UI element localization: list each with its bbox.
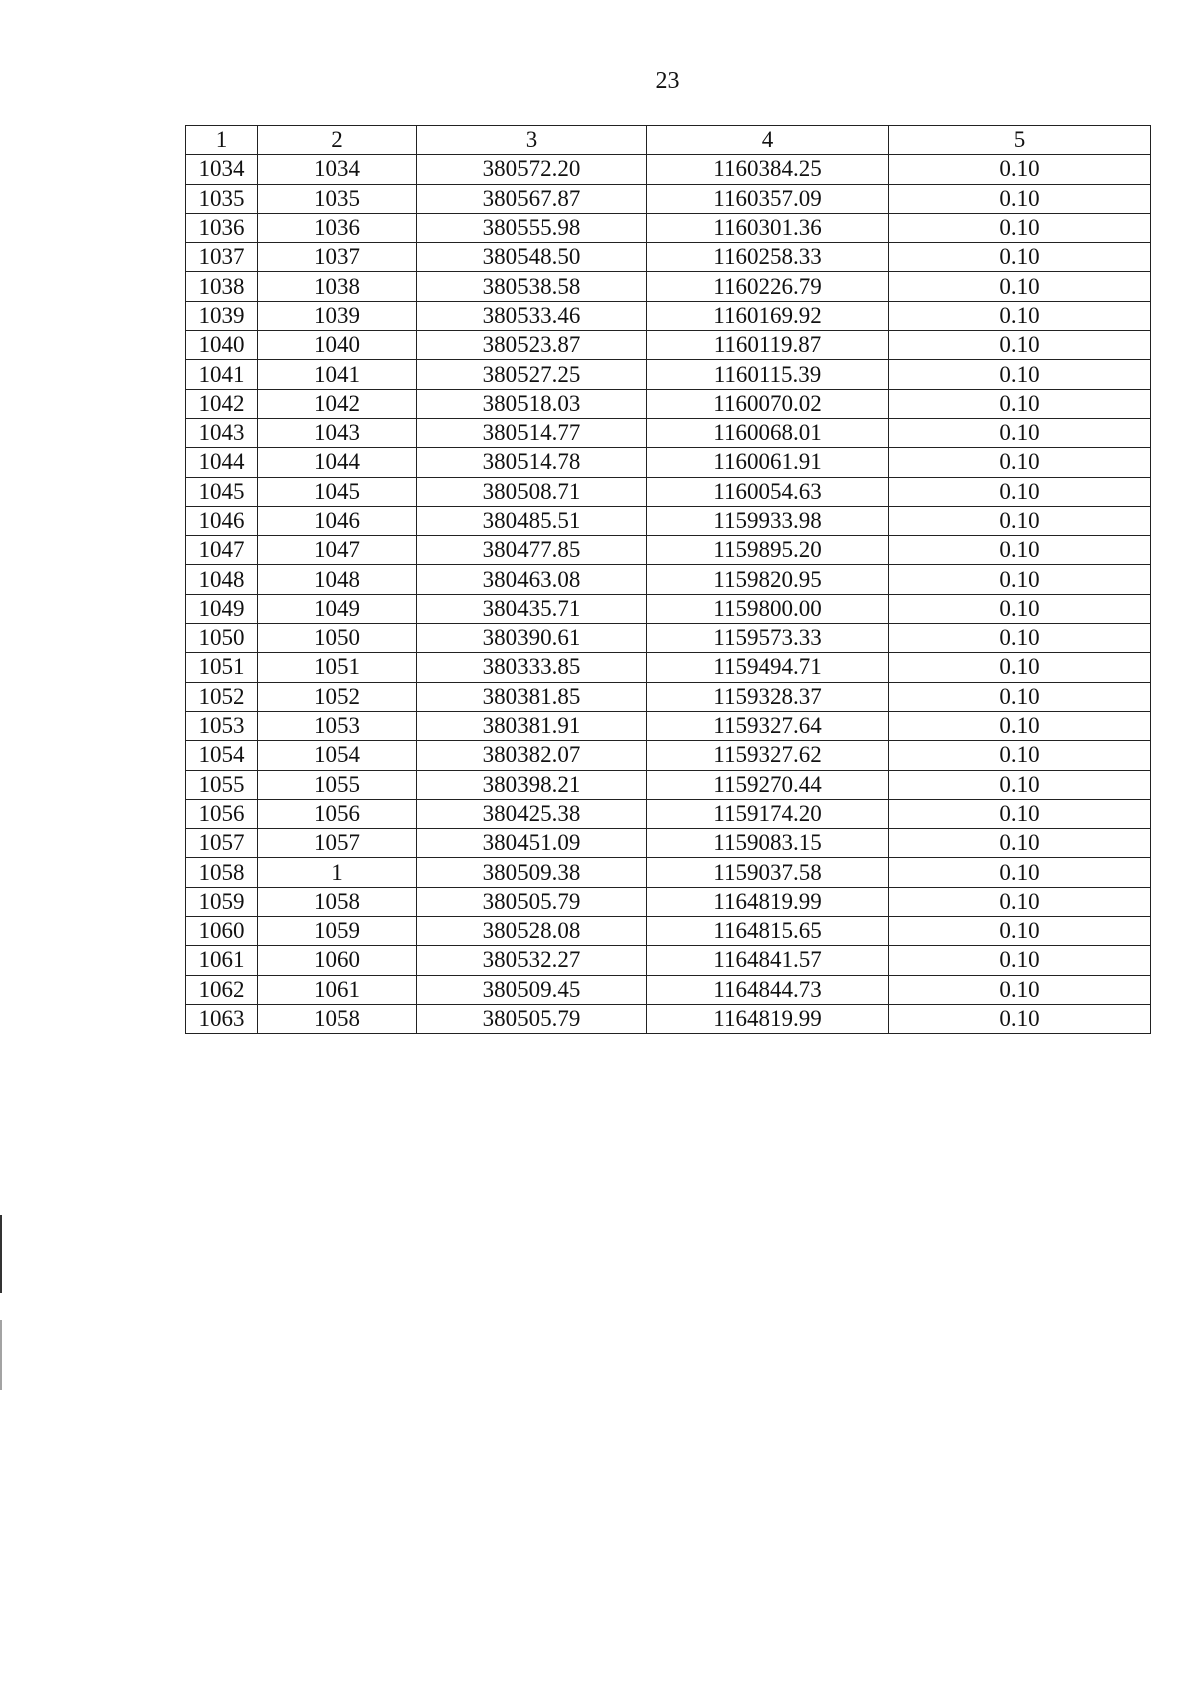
table-cell-col-5: 0.10 xyxy=(889,155,1151,184)
table-cell-col-2: 1057 xyxy=(258,829,417,858)
table-cell-col-5: 0.10 xyxy=(889,682,1151,711)
table-cell-col-5: 0.10 xyxy=(889,653,1151,682)
table-header-row xyxy=(186,126,1151,155)
table-cell-col-4: 1160054.63 xyxy=(647,477,889,506)
table-cell-col-4: 1160301.36 xyxy=(647,213,889,242)
table-cell-col-4: 1160357.09 xyxy=(647,184,889,213)
table-cell-col-5: 0.10 xyxy=(889,594,1151,623)
table-cell-col-4: 1160070.02 xyxy=(647,389,889,418)
scan-edge-mark xyxy=(0,1215,2,1293)
table-cell-col-1: 1061 xyxy=(186,946,258,975)
table-cell-col-3: 380518.03 xyxy=(417,389,647,418)
table-cell-col-2: 1055 xyxy=(258,770,417,799)
table-cell-col-5: 0.10 xyxy=(889,184,1151,213)
table-cell-col-4: 1160384.25 xyxy=(647,155,889,184)
table-cell-col-2: 1041 xyxy=(258,360,417,389)
table-cell-col-2: 1048 xyxy=(258,565,417,594)
table-cell-col-2: 1037 xyxy=(258,243,417,272)
table-row xyxy=(186,418,1151,447)
table-cell-col-1: 1047 xyxy=(186,536,258,565)
table-row xyxy=(186,946,1151,975)
table-cell-col-2: 1061 xyxy=(258,975,417,1004)
table-cell-col-1: 1053 xyxy=(186,711,258,740)
table-cell-col-2: 1042 xyxy=(258,389,417,418)
table-row xyxy=(186,213,1151,242)
table-cell-col-2: 1051 xyxy=(258,653,417,682)
table-cell-col-1: 1051 xyxy=(186,653,258,682)
table-cell-col-4: 1159895.20 xyxy=(647,536,889,565)
table-cell-col-3: 380523.87 xyxy=(417,331,647,360)
table-cell-col-3: 380538.58 xyxy=(417,272,647,301)
table-cell-col-4: 1164819.99 xyxy=(647,1004,889,1033)
table-cell-col-3: 380451.09 xyxy=(417,829,647,858)
table-cell-col-5: 0.10 xyxy=(889,389,1151,418)
table-cell-col-2: 1056 xyxy=(258,799,417,828)
column-header-4: 4 xyxy=(647,126,889,155)
table-cell-col-3: 380514.78 xyxy=(417,448,647,477)
table-cell-col-5: 0.10 xyxy=(889,799,1151,828)
table-cell-col-1: 1036 xyxy=(186,213,258,242)
table-cell-col-5: 0.10 xyxy=(889,741,1151,770)
table-cell-col-4: 1164819.99 xyxy=(647,887,889,916)
table-cell-col-2: 1044 xyxy=(258,448,417,477)
table-cell-col-1: 1057 xyxy=(186,829,258,858)
table-cell-col-4: 1159328.37 xyxy=(647,682,889,711)
table-cell-col-1: 1056 xyxy=(186,799,258,828)
table-cell-col-5: 0.10 xyxy=(889,829,1151,858)
table-row xyxy=(186,799,1151,828)
table-row xyxy=(186,741,1151,770)
table-cell-col-2: 1050 xyxy=(258,624,417,653)
table-cell-col-5: 0.10 xyxy=(889,858,1151,887)
table-cell-col-1: 1059 xyxy=(186,887,258,916)
table-cell-col-5: 0.10 xyxy=(889,711,1151,740)
table-cell-col-3: 380527.25 xyxy=(417,360,647,389)
table-row xyxy=(186,975,1151,1004)
table-cell-col-5: 0.10 xyxy=(889,301,1151,330)
table-cell-col-1: 1063 xyxy=(186,1004,258,1033)
table-cell-col-2: 1054 xyxy=(258,741,417,770)
table-row xyxy=(186,1004,1151,1033)
table-cell-col-4: 1160068.01 xyxy=(647,418,889,447)
table-cell-col-2: 1 xyxy=(258,858,417,887)
table-row xyxy=(186,917,1151,946)
table-cell-col-1: 1054 xyxy=(186,741,258,770)
table-cell-col-1: 1058 xyxy=(186,858,258,887)
table-row xyxy=(186,653,1151,682)
table-cell-col-3: 380435.71 xyxy=(417,594,647,623)
table-cell-col-4: 1160226.79 xyxy=(647,272,889,301)
table-cell-col-5: 0.10 xyxy=(889,331,1151,360)
table-cell-col-3: 380509.38 xyxy=(417,858,647,887)
table-cell-col-3: 380485.51 xyxy=(417,506,647,535)
table-cell-col-3: 380514.77 xyxy=(417,418,647,447)
table-cell-col-1: 1046 xyxy=(186,506,258,535)
table-cell-col-1: 1038 xyxy=(186,272,258,301)
table-row xyxy=(186,301,1151,330)
table-row xyxy=(186,858,1151,887)
table-cell-col-5: 0.10 xyxy=(889,448,1151,477)
table-cell-col-1: 1040 xyxy=(186,331,258,360)
coordinates-table xyxy=(185,125,1151,1034)
table-cell-col-3: 380528.08 xyxy=(417,917,647,946)
table-cell-col-1: 1039 xyxy=(186,301,258,330)
table-cell-col-1: 1044 xyxy=(186,448,258,477)
table-row xyxy=(186,829,1151,858)
table-cell-col-1: 1060 xyxy=(186,917,258,946)
table-row xyxy=(186,331,1151,360)
table-cell-col-2: 1058 xyxy=(258,1004,417,1033)
table-cell-col-2: 1058 xyxy=(258,887,417,916)
table-cell-col-3: 380382.07 xyxy=(417,741,647,770)
scan-edge-mark xyxy=(0,1320,2,1390)
table-row xyxy=(186,184,1151,213)
table-cell-col-3: 380548.50 xyxy=(417,243,647,272)
table-cell-col-5: 0.10 xyxy=(889,565,1151,594)
table-cell-col-4: 1159933.98 xyxy=(647,506,889,535)
column-header-3: 3 xyxy=(417,126,647,155)
table-row xyxy=(186,272,1151,301)
table-cell-col-4: 1164815.65 xyxy=(647,917,889,946)
table-row xyxy=(186,682,1151,711)
table-cell-col-3: 380381.85 xyxy=(417,682,647,711)
table-cell-col-4: 1159327.62 xyxy=(647,741,889,770)
table-cell-col-1: 1049 xyxy=(186,594,258,623)
table-cell-col-3: 380532.27 xyxy=(417,946,647,975)
table-cell-col-4: 1159327.64 xyxy=(647,711,889,740)
table-cell-col-3: 380398.21 xyxy=(417,770,647,799)
table-cell-col-5: 0.10 xyxy=(889,975,1151,1004)
table-cell-col-2: 1038 xyxy=(258,272,417,301)
table-cell-col-4: 1159037.58 xyxy=(647,858,889,887)
table-cell-col-4: 1164841.57 xyxy=(647,946,889,975)
table-row xyxy=(186,887,1151,916)
table-cell-col-4: 1159820.95 xyxy=(647,565,889,594)
table-cell-col-5: 0.10 xyxy=(889,946,1151,975)
table-cell-col-1: 1048 xyxy=(186,565,258,594)
table-cell-col-3: 380333.85 xyxy=(417,653,647,682)
table-cell-col-4: 1159494.71 xyxy=(647,653,889,682)
table-cell-col-4: 1160061.91 xyxy=(647,448,889,477)
table-cell-col-5: 0.10 xyxy=(889,272,1151,301)
table-cell-col-2: 1039 xyxy=(258,301,417,330)
table-cell-col-4: 1160169.92 xyxy=(647,301,889,330)
table-cell-col-1: 1043 xyxy=(186,418,258,447)
table-cell-col-4: 1164844.73 xyxy=(647,975,889,1004)
table-row xyxy=(186,711,1151,740)
table-cell-col-3: 380425.38 xyxy=(417,799,647,828)
table-row xyxy=(186,448,1151,477)
table-cell-col-2: 1034 xyxy=(258,155,417,184)
table-cell-col-2: 1045 xyxy=(258,477,417,506)
table-cell-col-4: 1159174.20 xyxy=(647,799,889,828)
table-cell-col-5: 0.10 xyxy=(889,887,1151,916)
table-cell-col-5: 0.10 xyxy=(889,477,1151,506)
table-cell-col-1: 1050 xyxy=(186,624,258,653)
table-row xyxy=(186,536,1151,565)
table-cell-col-1: 1034 xyxy=(186,155,258,184)
table-cell-col-2: 1060 xyxy=(258,946,417,975)
table-cell-col-1: 1037 xyxy=(186,243,258,272)
table-cell-col-5: 0.10 xyxy=(889,536,1151,565)
table-cell-col-5: 0.10 xyxy=(889,770,1151,799)
table-cell-col-3: 380567.87 xyxy=(417,184,647,213)
table-cell-col-4: 1159573.33 xyxy=(647,624,889,653)
table-row xyxy=(186,243,1151,272)
table-row xyxy=(186,565,1151,594)
table-row xyxy=(186,594,1151,623)
table-row xyxy=(186,360,1151,389)
table-cell-col-1: 1045 xyxy=(186,477,258,506)
table-cell-col-1: 1042 xyxy=(186,389,258,418)
table-cell-col-5: 0.10 xyxy=(889,506,1151,535)
table-cell-col-2: 1049 xyxy=(258,594,417,623)
table-cell-col-3: 380463.08 xyxy=(417,565,647,594)
page-number: 23 xyxy=(655,68,680,94)
table-row xyxy=(186,477,1151,506)
table-cell-col-2: 1043 xyxy=(258,418,417,447)
table-cell-col-5: 0.10 xyxy=(889,624,1151,653)
table-cell-col-3: 380381.91 xyxy=(417,711,647,740)
table-cell-col-3: 380555.98 xyxy=(417,213,647,242)
table-cell-col-4: 1160115.39 xyxy=(647,360,889,389)
column-header-2: 2 xyxy=(258,126,417,155)
table-cell-col-1: 1035 xyxy=(186,184,258,213)
table-cell-col-5: 0.10 xyxy=(889,1004,1151,1033)
table-body xyxy=(186,155,1151,1034)
column-header-5: 5 xyxy=(889,126,1151,155)
table-cell-col-1: 1041 xyxy=(186,360,258,389)
table-cell-col-3: 380505.79 xyxy=(417,1004,647,1033)
table-cell-col-5: 0.10 xyxy=(889,213,1151,242)
table-cell-col-5: 0.10 xyxy=(889,917,1151,946)
table-cell-col-3: 380508.71 xyxy=(417,477,647,506)
table-cell-col-2: 1047 xyxy=(258,536,417,565)
table-cell-col-4: 1160119.87 xyxy=(647,331,889,360)
table-cell-col-2: 1052 xyxy=(258,682,417,711)
table-cell-col-3: 380390.61 xyxy=(417,624,647,653)
table-cell-col-3: 380533.46 xyxy=(417,301,647,330)
table-cell-col-1: 1055 xyxy=(186,770,258,799)
table-row xyxy=(186,155,1151,184)
table-cell-col-4: 1160258.33 xyxy=(647,243,889,272)
table-cell-col-5: 0.10 xyxy=(889,360,1151,389)
table-cell-col-4: 1159270.44 xyxy=(647,770,889,799)
table-cell-col-2: 1036 xyxy=(258,213,417,242)
table-cell-col-3: 380572.20 xyxy=(417,155,647,184)
table-row xyxy=(186,770,1151,799)
table-cell-col-2: 1046 xyxy=(258,506,417,535)
table-cell-col-2: 1053 xyxy=(258,711,417,740)
table-cell-col-3: 380477.85 xyxy=(417,536,647,565)
table-cell-col-5: 0.10 xyxy=(889,418,1151,447)
table-row xyxy=(186,624,1151,653)
table-cell-col-4: 1159800.00 xyxy=(647,594,889,623)
column-header-1: 1 xyxy=(186,126,258,155)
table-cell-col-2: 1035 xyxy=(258,184,417,213)
table-cell-col-4: 1159083.15 xyxy=(647,829,889,858)
table-row xyxy=(186,389,1151,418)
table-row xyxy=(186,506,1151,535)
table-cell-col-1: 1062 xyxy=(186,975,258,1004)
table-cell-col-2: 1040 xyxy=(258,331,417,360)
table-cell-col-5: 0.10 xyxy=(889,243,1151,272)
table-cell-col-3: 380509.45 xyxy=(417,975,647,1004)
table-cell-col-2: 1059 xyxy=(258,917,417,946)
table-cell-col-1: 1052 xyxy=(186,682,258,711)
table-cell-col-3: 380505.79 xyxy=(417,887,647,916)
